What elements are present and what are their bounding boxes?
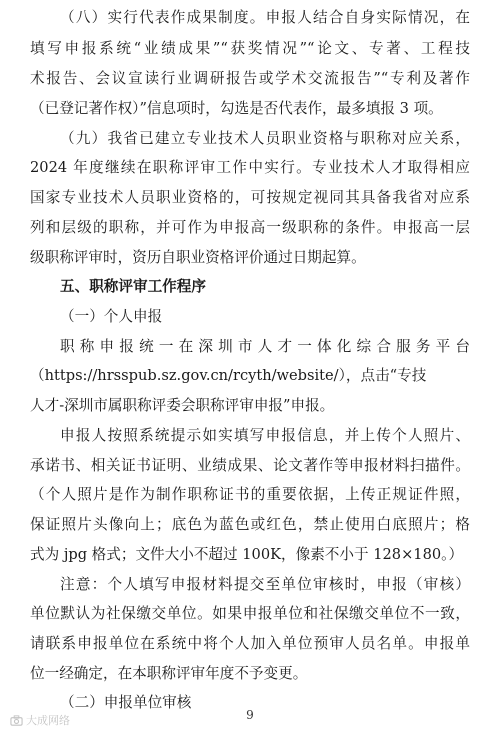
- paragraph-line: 位一经确定，在本职称评审年度不予变更。: [30, 665, 308, 682]
- paragraph-line: 单位默认为社保缴交单位。如果申报单位和社保缴交单位不一致，: [30, 605, 470, 622]
- paragraph-line: 列和层级的职称，并可作为申报高一级职称的条件。申报高一层: [30, 219, 470, 236]
- paragraph-line: 级职称评审时，资历自职业资格评价通过日期起算。: [30, 249, 366, 266]
- paragraph-line: 申报人按照系统提示如实填写申报信息，并上传个人照片、: [60, 427, 470, 444]
- paragraph-line: （已登记著作权）”信息项时，勾选是否代表作，最多填报 3 项。: [30, 100, 443, 117]
- paragraph-line: 保证照片头像向上；底色为蓝色或红色，禁止使用白底照片；格: [30, 516, 470, 533]
- paragraph-line: 填写申报系统“业绩成果”“获奖情况”“论文、专著、工程技: [30, 40, 470, 57]
- paragraph-line: 国家专业技术人员职业资格的，可按规定视同其具备我省对应系: [30, 189, 470, 206]
- paragraph-line: 2024 年度继续在职称评审工作中实行。专业技术人才取得相应: [30, 159, 470, 176]
- subsection-heading: （一）个人申报: [60, 308, 163, 325]
- url-line: （https://hrsspub.sz.gov.cn/rcyth/website/），点击“专技: [30, 367, 427, 384]
- paragraph-line: （八）实行代表作成果制度。申报人结合自身实际情况，在: [60, 9, 470, 26]
- paragraph-line: 职 称 申 报 统 一 在 深 圳 市 人 才 一 体 化 综 合 服 务 平 台: [60, 338, 470, 355]
- paragraph-line: 人才-深圳市属职称评委会职称评审申报”申报。: [30, 397, 335, 414]
- paragraph-line: 承诺书、相关证书证明、业绩成果、论文著作等申报材料扫描件。: [30, 457, 470, 474]
- section-heading: 五、职称评审工作程序: [60, 278, 206, 295]
- paragraph-line: （九）我省已建立专业技术人员职业资格与职称对应关系，: [60, 130, 470, 147]
- paragraph-line: 注意：个人填写申报材料提交至单位审核时，申报（审核）: [60, 576, 470, 593]
- paragraph-line: 请联系申报单位在系统中将个人加入单位预审人员名单。申报单: [30, 635, 470, 652]
- paragraph-line: （个人照片是作为制作职称证书的重要依据，上传正规证件照，: [30, 486, 470, 503]
- subsection-heading: （二）申报单位审核: [60, 694, 192, 711]
- watermark-text: 大成网络: [26, 714, 70, 727]
- paragraph-line: 术报告、会议宣读行业调研报告或学术交流报告”“专利及著作: [30, 70, 470, 87]
- paragraph-line: 式为 jpg 格式；文件大小不超过 100K，像素不小于 128×180。）: [30, 546, 464, 563]
- page-number: 9: [246, 708, 254, 722]
